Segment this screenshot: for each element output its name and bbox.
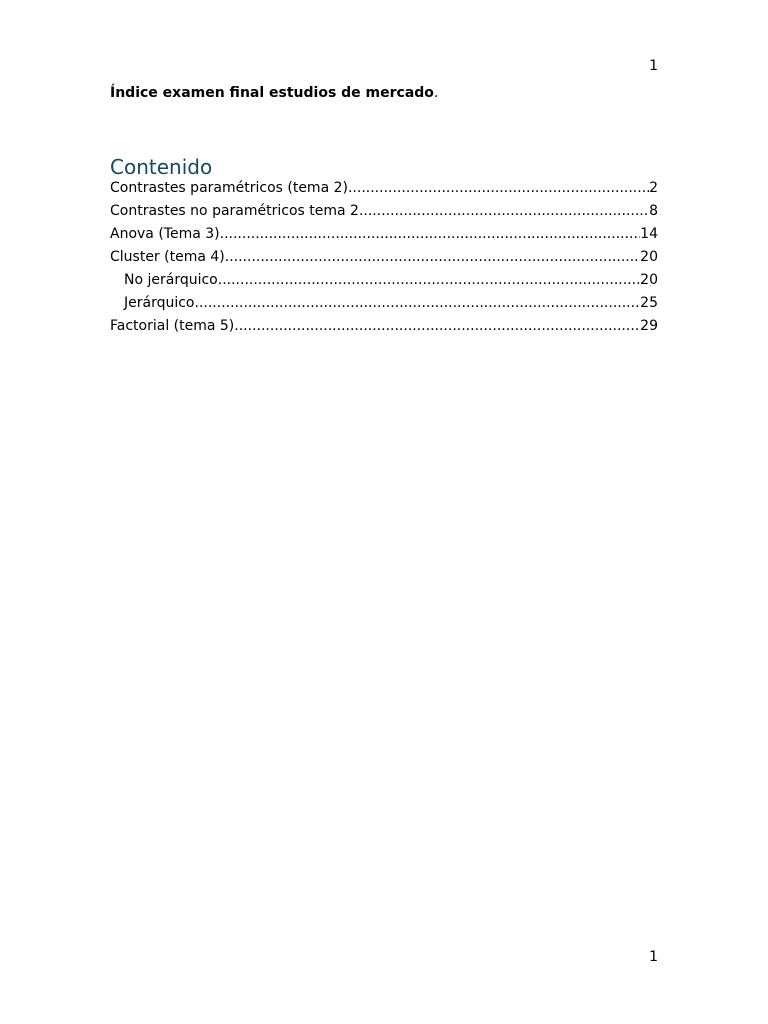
toc-entry-page: 25 — [640, 295, 658, 311]
toc-dot-leader — [195, 293, 641, 313]
toc-dot-leader — [218, 270, 640, 290]
toc-entry-label: Jerárquico — [124, 295, 195, 311]
toc-entry-anova[interactable] — [110, 224, 658, 247]
toc-entry-page: 8 — [649, 203, 658, 219]
toc-entry-label: Cluster (tema 4) — [110, 249, 225, 265]
toc-entry-label: No jerárquico — [124, 272, 218, 288]
toc-entry-jerarquico[interactable] — [110, 293, 658, 316]
toc-entry-page: 20 — [640, 272, 658, 288]
header-page-number: 1 — [649, 58, 658, 74]
document-title — [110, 84, 438, 102]
toc-entry-cluster[interactable] — [110, 247, 658, 270]
footer-page-number: 1 — [649, 949, 658, 965]
toc-entry-page: 20 — [640, 249, 658, 265]
toc-heading: Contenido — [110, 155, 213, 179]
toc-entry-factorial[interactable] — [110, 316, 658, 339]
document-title-text: Índice examen final estudios de mercado — [110, 85, 434, 101]
toc-dot-leader — [225, 247, 640, 267]
toc-dot-leader — [234, 316, 640, 336]
toc-entry-label: Factorial (tema 5) — [110, 318, 235, 334]
table-of-contents — [110, 178, 658, 339]
toc-dot-leader — [348, 178, 649, 198]
document-title-period: . — [433, 85, 439, 101]
toc-entry-page: 14 — [640, 226, 658, 242]
toc-entry-no-jerarquico[interactable] — [110, 270, 658, 293]
toc-entry-contrastes-parametricos[interactable] — [110, 178, 658, 201]
toc-entry-contrastes-no-parametricos[interactable] — [110, 201, 658, 224]
toc-entry-page: 29 — [640, 318, 658, 334]
toc-entry-page: 2 — [649, 180, 658, 196]
toc-entry-label: Anova (Tema 3) — [110, 226, 220, 242]
toc-entry-label: Contrastes paramétricos (tema 2) — [110, 180, 348, 196]
toc-dot-leader — [220, 224, 641, 244]
toc-entry-label: Contrastes no paramétricos tema 2 — [110, 203, 359, 219]
toc-dot-leader — [359, 201, 649, 221]
